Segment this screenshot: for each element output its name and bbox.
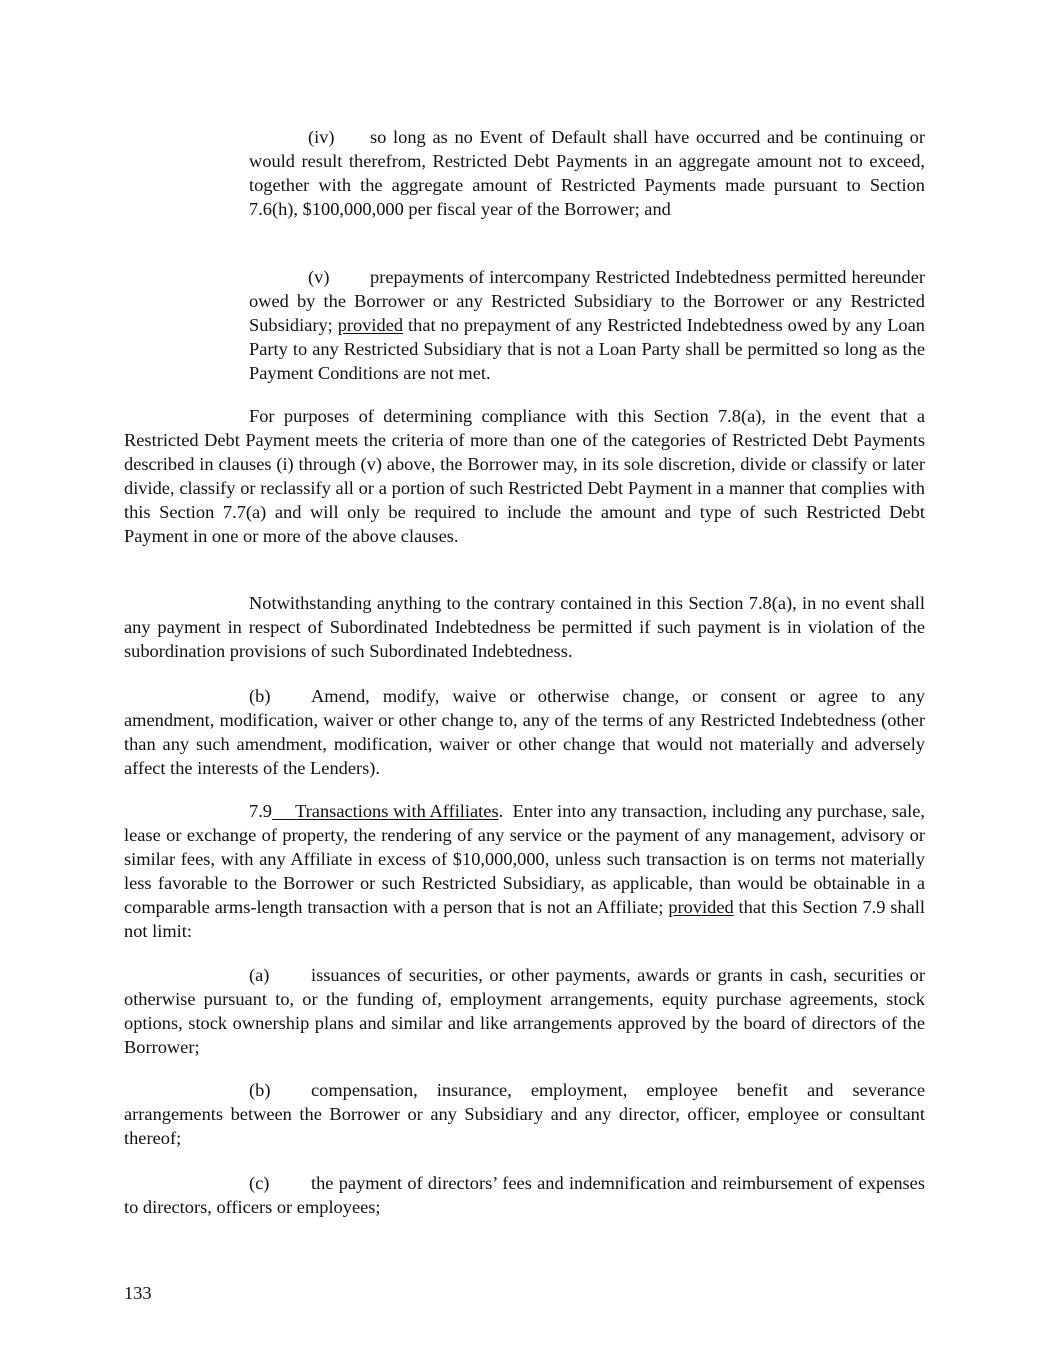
clause-v-provided: provided (337, 315, 404, 335)
section-7-9-title-punct: . (498, 801, 504, 821)
purposes-text: For purposes of determining compliance with this Section 7.8(a), in the event that a Restricted Debt Payment meets the criteria of more than one of the categories of Restricted Debt Payments described in clauses (i) through (v) above, the Borrower may, in its sole discretion, divide or classify or later divide, classify or reclassify all or a portion of such Restricted Debt Payment in a manner that complies with this Section 7.7(a) and will only be required to include the amount and type of such Restricted Debt Payment in one or more of the above clauses. (124, 406, 925, 546)
clause-v-text-before: prepayments of intercompany Restricted Indebtedness permitted hereunder owed by the Borrower or any Restricted Subsidiary to the Borrower or any Restricted Subsidiary; (249, 267, 925, 335)
clause-b-compensation-text: compensation, insurance, employment, employee benefit and severance arrangements between the Borrower or any Subsidiary and any director, officer, employee or consultant thereof; (124, 1080, 925, 1148)
clause-iv-text: so long as no Event of Default shall have occurred and be continuing or would result therefrom, Restricted Debt Payments in an aggregate amount not to exceed, together with the aggregate amount of Restricted Payments made pursuant to Section 7.6(h), $100,000,000 per fiscal year of the Borrower; and (249, 127, 925, 219)
clause-b-compensation (124, 1078, 925, 1150)
section-7-9-title-gap (272, 801, 295, 821)
clause-c-fees-text: the payment of directors’ fees and indemnification and reimbursement of expenses to directors, officers or employees; (124, 1173, 925, 1217)
section-7-9 (124, 799, 925, 943)
section-7-9-text-before: Enter into any transaction, including any purchase, sale, lease or exchange of property, the rendering of any service or the payment of any management, advisory or similar fees, with any Affiliate in excess of $10,000,000, unless such transaction is on terms not materially less favorable to the Borrower or such Restricted Subsidiary, as applicable, than would be obtainable in a comparable arms-length transaction with a person that is not an Affiliate; (124, 801, 925, 917)
notwithstanding-text: Notwithstanding anything to the contrary contained in this Section 7.8(a), in no event shall any payment in respect of Subordinated Indebtedness be permitted if such payment is in violation of the subordination provisions of such Subordinated Indebtedness. (124, 593, 925, 661)
purposes-paragraph (124, 404, 925, 548)
clause-v (249, 265, 925, 385)
clause-b-amend-label: (b) (249, 686, 271, 706)
page-number: 133 (124, 1283, 152, 1303)
clause-b-amend-text: Amend, modify, waive or otherwise change, or consent or agree to any amendment, modification, waiver or other change to, any of the terms of any Restricted Indebtedness (other than any such amendment, modification, waiver or other change that would not materially and adversely affect the interests of the Lenders). (124, 686, 925, 778)
clause-a-issuances-label: (a) (249, 965, 270, 985)
section-7-9-provided: provided (668, 897, 734, 917)
clause-b-compensation-label: (b) (249, 1080, 271, 1100)
section-7-9-number: 7.9 (249, 801, 272, 821)
clause-iv-label: (iv) (308, 127, 335, 147)
clause-iv (249, 125, 925, 221)
section-7-9-title: Transactions with Affiliates (295, 801, 499, 821)
section-7-9-text-after: that this Section 7.9 shall not limit: (124, 897, 925, 941)
clause-a-issuances-text: issuances of securities, or other payments, awards or grants in cash, securities or otherwise pursuant to, or the funding of, employment arrangements, equity purchase agreements, stock options, stock ownership plans and similar and like arrangements approved by the board of directors of the Borrower; (124, 965, 925, 1057)
clause-c-fees-label: (c) (249, 1173, 270, 1193)
clause-c-fees (124, 1171, 925, 1219)
clause-v-label: (v) (308, 267, 330, 287)
clause-a-issuances (124, 963, 925, 1059)
clause-b-amend (124, 684, 925, 780)
notwithstanding-paragraph (124, 591, 925, 663)
clause-v-text-after: that no prepayment of any Restricted Indebtedness owed by any Loan Party to any Restricted Subsidiary that is not a Loan Party shall be permitted so long as the Payment Conditions are not met. (249, 315, 925, 383)
